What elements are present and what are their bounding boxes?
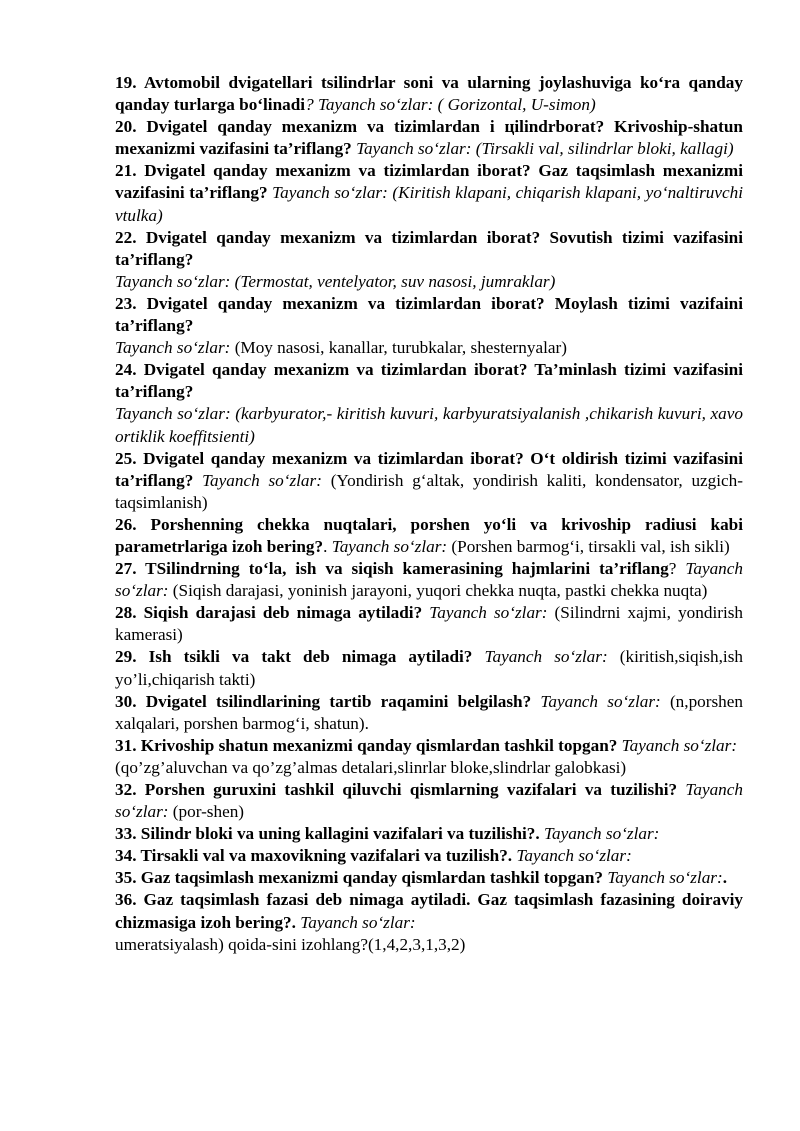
question-19 xyxy=(115,72,743,116)
question-text: 22. Dvigatel qanday mexanizm va tizimlardan iborat? Sovutish tizimi vazifasini ta’riflang? xyxy=(115,227,743,269)
question-text: 33. Silindr bloki va uning kallagini vazifalari va tuzilishi?. xyxy=(115,824,540,844)
keywords-label: Tayanch so‘zlar: xyxy=(603,868,723,888)
keywords: (Siqish darajasi, yoninish jarayoni, yuqori chekka nuqta, pastki chekka nuqta) xyxy=(168,581,708,601)
keywords-label: Tayanch so‘zlar: xyxy=(512,846,632,866)
keywords: (qo’zg’aluvchan va qo’zg’almas detalari,slinrlar bloke,slindrlar galobkasi) xyxy=(115,757,627,777)
question-text: 28. Siqish darajasi deb nimaga aytiladi? xyxy=(115,603,423,623)
question-text: 30. Dvigatel tsilindlarining tartib raqamini belgilash? xyxy=(115,691,532,711)
question-text: 35. Gaz taqsimlash mexanizmi qanday qismlardan tashkil topgan? xyxy=(115,868,604,888)
punctuation: . xyxy=(722,868,727,888)
question-text: 36. Gaz taqsimlash fazasi deb nimaga aytiladi. Gaz taqsimlash fazasining doiraviy chizmasiga izoh bering?. xyxy=(115,890,743,932)
keywords: (Silindrni xajmi, yondirish kamerasi) xyxy=(115,603,744,645)
question-text: 25. Dvigatel qanday mexanizm va tizimlardan iborat? O‘t oldirish tizimi vazifasini ta’riflang? xyxy=(115,448,743,490)
question-31 xyxy=(115,735,743,779)
question-text: 27. TSilindrning to‘la, ish va siqish kamerasining hajmlarini ta’riflang xyxy=(115,559,669,579)
question-32 xyxy=(115,779,743,823)
punctuation: . xyxy=(323,536,332,556)
keywords-label: Tayanch so‘zlar: xyxy=(115,338,231,358)
keywords: (Yondirish g‘altak, yondirish kaliti, kondensator, uzgich-taqsimlanish) xyxy=(115,470,743,512)
question-35 xyxy=(115,867,743,889)
keywords: (Porshen barmog‘i, tirsakli val, ish sikli) xyxy=(447,536,730,556)
keywords-label: Tayanch so‘zlar: xyxy=(295,912,416,932)
keywords-label: Tayanch so‘zlar: xyxy=(531,691,661,711)
keywords-label: Tayanch so‘zlar: xyxy=(193,470,322,490)
question-text: 34. Tirsakli val va maxovikning vazifalari va tuzilish?. xyxy=(115,846,513,866)
keywords: (Moy nasosi, kanallar, turubkalar, shesternyalar) xyxy=(230,338,567,358)
keywords-label: Tayanch so‘zlar: xyxy=(331,536,448,556)
question-33 xyxy=(115,823,743,845)
keywords-label: Tayanch so‘zlar: xyxy=(539,824,660,844)
keywords-label: Tayanch so‘zlar: xyxy=(617,735,738,755)
question-24 xyxy=(115,359,743,447)
keywords: ? Tayanch so‘zlar: ( Gorizontal, U-simon) xyxy=(305,95,596,115)
keywords: (por-shen) xyxy=(168,802,245,822)
question-20 xyxy=(115,116,743,160)
question-text: 20. Dvigatel qanday mexanizm va tizimlardan i цilindrborat? Krivoship-shatun mexanizmi vazifasini ta’riflang? xyxy=(115,117,743,159)
question-text: 32. Porshen guruxini tashkil qiluvchi qismlarning vazifalari va tuzilishi? xyxy=(115,780,678,799)
question-36 xyxy=(115,889,743,933)
punctuation: ? xyxy=(668,559,686,579)
question-25 xyxy=(115,448,743,514)
keywords-label: Tayanch so‘zlar: xyxy=(422,603,548,623)
question-26 xyxy=(115,514,743,558)
keywords: Tayanch so‘zlar: (Tirsakli val, silindrlar bloki, kallagi) xyxy=(351,139,734,159)
question-30 xyxy=(115,691,743,735)
question-text: 29. Ish tsikli va takt deb nimaga aytiladi? xyxy=(115,647,473,667)
document-page xyxy=(115,72,743,956)
question-34 xyxy=(115,845,743,867)
question-27 xyxy=(115,558,743,602)
question-28 xyxy=(115,602,743,646)
question-text: 19. Avtomobil dvigatellari tsilindrlar soni va ularning joylashuviga ko‘ra qanday qanday turlarga bo‘linadi xyxy=(115,73,743,115)
keywords-label: Tayanch so‘zlar: xyxy=(115,780,743,822)
question-29 xyxy=(115,646,743,690)
question-text: 31. Krivoship shatun mexanizmi qanday qismlardan tashkil topgan? xyxy=(115,735,618,755)
question-text: 21. Dvigatel qanday mexanizm va tizimlardan iborat? Gaz taqsimlash mexanizmi vazifasini ta’riflang? xyxy=(115,161,743,203)
tail-line: umeratsiyalash) qoida-sini izohlang?(1,4,2,3,1,3,2) xyxy=(115,934,466,954)
keywords: Tayanch so‘zlar: (Termostat, ventelyator, suv nasosi, jumraklar) xyxy=(115,271,556,291)
question-text: 24. Dvigatel qanday mexanizm va tizimlardan iborat? Ta’minlash tizimi vazifasini ta’riflang? xyxy=(115,360,743,402)
keywords: (kiritish,siqish,ish yo’li,chiqarish takti) xyxy=(115,647,743,689)
question-text: 23. Dvigatel qanday mexanizm va tizimlardan iborat? Moylash tizimi vazifaini ta’riflang? xyxy=(115,293,743,336)
question-21 xyxy=(115,160,743,226)
question-23 xyxy=(115,293,743,359)
keywords: Tayanch so‘zlar: (Kiritish klapani, chiqarish klapani, yo‘naltiruvchi vtulka) xyxy=(115,183,743,225)
question-22 xyxy=(115,227,743,293)
keywords-label: Tayanch so‘zlar: xyxy=(472,647,608,667)
keywords-label: Tayanch so‘zlar: xyxy=(115,559,743,601)
question-text: 26. Porshenning chekka nuqtalari, porshen yo‘li va krivoship radiusi kabi parametrlariga izoh bering? xyxy=(115,514,743,556)
keywords: (n,porshen xalqalari, porshen barmog‘i, shatun). xyxy=(115,691,743,733)
keywords: Tayanch so‘zlar: (karbyurator,- kiritish kuvuri, karbyuratsiyalanish ,chikarish kuvuri, xavo ortiklik koeffitsienti) xyxy=(115,404,743,446)
